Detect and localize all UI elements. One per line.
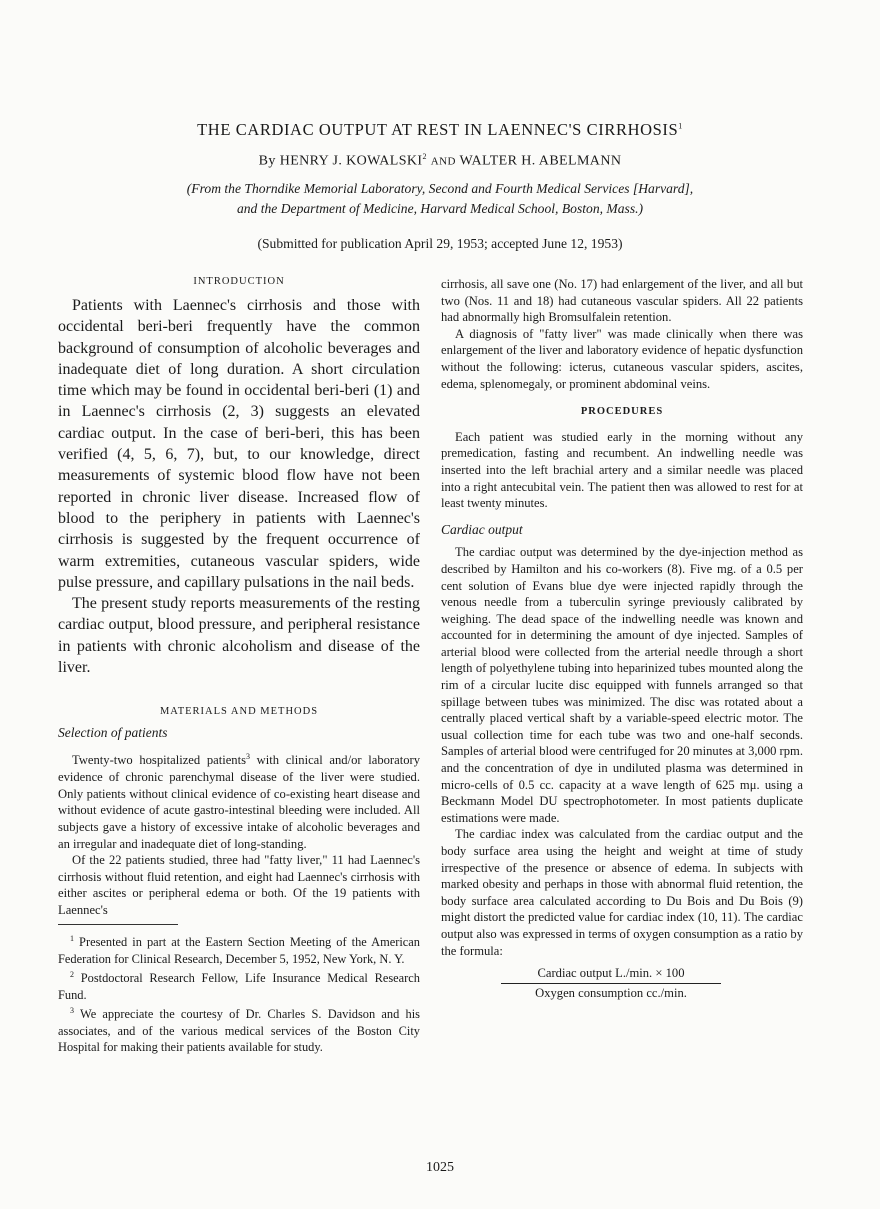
title-footnote-ref: 1: [678, 121, 683, 131]
section-heading-introduction: INTRODUCTION: [193, 276, 285, 287]
footnotes: [58, 924, 420, 1055]
footnote-2: $^2$ Postdoctoral Research Fellow, Life Insurance Medical Research Fund.: [58, 970, 420, 1002]
submission-dates: (Submitted for publication April 29, 1953; accepted June 12, 1953): [257, 236, 623, 251]
footnote-rule: [58, 924, 178, 925]
selection-body: [58, 749, 420, 918]
paragraph: Patients with Laennec's cirrhosis and those with occidental beri-beri frequently have the common background of consumption of alcoholic beverages and inadequate diet of long duration. A short circulation time which may be found in occidental beri-beri (1) and in Laennec's cirrhosis (2, 3) suggests an elevated cardiac output. In the case of beri-beri, this has been verified (4, 5, 6, 7), but, to our knowledge, direct measurements of systemic blood flow have not been reported in chronic liver disease. Increased flow of blood to the periphery in patients with Laennec's cirrhosis is suggested by the frequent occurrence of warm extremities, cutaneous vascular spiders, wide pulse pressure, and capillary pulsations in the nail beds.: [58, 297, 420, 591]
right-column: [441, 276, 803, 1001]
footnote-3: $^3$ We appreciate the courtesy of Dr. Charles S. Davidson and his associates, and of the various medical services of the Boston City Hospital for making their patients available for study.: [58, 1006, 420, 1055]
author-2: WALTER H. ABELMANN: [459, 153, 622, 169]
introduction-body: [58, 295, 420, 678]
left-column: [58, 276, 420, 1056]
author-1-ref: 2: [422, 152, 427, 161]
paragraph: The cardiac output was determined by the dye-injection method as described by Hamilton and his co-workers (8). Five mg. of a 0.5 per cent solution of Evans blue dye were injected rapidly through the venous needle from a tuberculin syringe previously calibrated by weighing. The dead space of the indwelling needle was known and accounted for in determining the amount of dye injected. Samples of arterial blood were collected from the arterial needle through a short length of polyethylene tubing into heparinized tubes mounted along the rim of a circular lucite disc equipped with funnels arranged so that spillage between tubes was minimized. The disc was rotated about a centrally placed vertical shaft by a variable-speed electric motor. The usual collection time for each tube was two and one-half seconds. Samples of arterial blood were centrifuged for 20 minutes at 3,000 rpm. and the concentration of dye in undiluted plasma was determined in micro-cells of 0.5 cc. capacity at a wave length of 625 mμ. using a Beckmann Model DU spectrophotometer. In most patients duplicate estimations were made.: [441, 545, 803, 825]
paragraph: The present study reports measurements of the resting cardiac output, blood pressure, and peripheral resistance in patients with chronic alcoholism and disease of the liver.: [58, 595, 420, 677]
paragraph: A diagnosis of "fatty liver" was made clinically when there was enlargement of the liver and laboratory evidence of hepatic dysfunction without the following: icterus, cutaneous vascular spiders, ascites, edema, splenomegaly, or prominent abdominal veins.: [441, 326, 803, 391]
paragraph: Twenty-two hospitalized patients$^3$ with clinical and/or laboratory evidence of chronic parenchymal disease of the liver were studied. Only patients without clinical evidence of co-existing heart disease and without evidence of acute gastro-intestinal bleeding were included. All subjects gave a history of excessive intake of alcoholic beverages and an irregular and inadequate diet of long-standing.: [58, 752, 420, 851]
paragraph: The cardiac index was calculated from the cardiac output and the body surface area using the height and weight at time of study irrespective of the presence or absence of edema. In subjects with marked obesity and perhaps in those with abnormal fluid retention, the body surface area calculated according to Du Bois and Du Bois (9) might distort the predicted value for cardiac index (10, 11). The cardiac output also was expressed in terms of oxygen consumption as a ratio by the formula:: [441, 827, 803, 958]
formula-numerator: Cardiac output L./min. × 100: [501, 965, 721, 984]
author-line: By HENRY J. KOWALSKI$^2$ AND WALTER H. ABELMANN: [258, 152, 622, 169]
paragraph: cirrhosis, all save one (No. 17) had enlargement of the liver, and all but two (Nos. 11 and 18) had cutaneous vascular spiders. All 22 patients had abnormally high Bromsulfalein retention.: [441, 277, 803, 325]
affiliation: (From the Thorndike Memorial Laboratory, Second and Fourth Medical Services [Harvard], and the Department of Medicine, Harvard Medical School, Boston, Mass.): [186, 181, 694, 216]
paragraph: Of the 22 patients studied, three had "fatty liver," 11 had Laennec's cirrhosis without fluid retention, and eight had Laennec's cirrhosis with either ascites or peripheral edema or both. Of the 19 patients with Laennec's: [58, 853, 420, 917]
subheading-cardiac-output: Cardiac output: [441, 521, 523, 537]
footnote-1: $^1$ Presented in part at the Eastern Section Meeting of the American Federation for Clinical Research, December 5, 1952, New York, N. Y.: [58, 934, 420, 966]
section-heading-materials-methods: MATERIALS AND METHODS: [159, 706, 319, 718]
formula-denominator: Oxygen consumption cc./min.: [535, 985, 687, 1000]
cardiac-output-formula: [501, 965, 721, 1001]
section-heading-procedures: PROCEDURES: [580, 406, 664, 418]
subheading-selection: Selection of patients: [58, 725, 168, 741]
author-1: HENRY J. KOWALSKI: [279, 153, 423, 169]
paragraph: Each patient was studied early in the morning without any premedication, fasting and recumbent. An indwelling needle was inserted into the left brachial artery and a similar needle was placed into a right antecubital vein. The patient then was allowed to rest for at least twenty minutes.: [441, 429, 803, 511]
page-number: 1025: [426, 1160, 454, 1175]
article-title: THE CARDIAC OUTPUT AT REST IN LAENNEC'S CIRRHOSIS$^1$: [197, 120, 683, 139]
